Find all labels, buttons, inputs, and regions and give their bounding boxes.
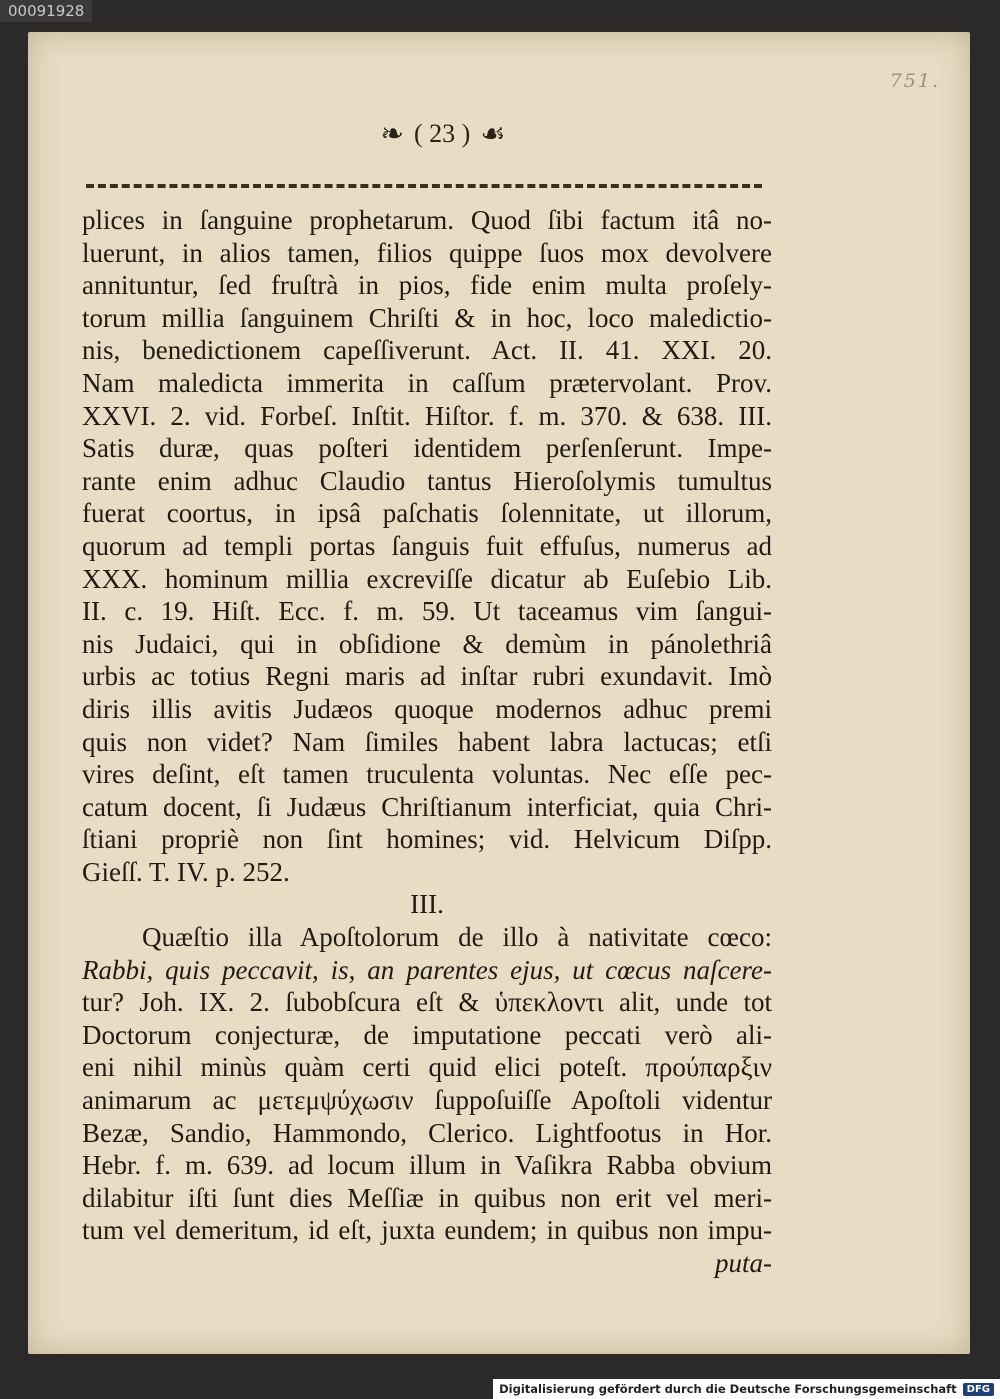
text-line: quis non videt? Nam ſimiles habent labra lactucas; etſi bbox=[82, 726, 772, 757]
text-line: II. c. 19. Hiſt. Ecc. f. m. 59. Ut taceamus vim ſangui- bbox=[82, 596, 772, 627]
text-line: plices in ſanguine prophetarum. Quod ſibi factum itâ no- bbox=[82, 205, 772, 235]
text-line: Bezæ, Sandio, Hammondo, Clerico. Lightfootus in Hor. bbox=[82, 1117, 772, 1148]
scan-id-label: 00091928 bbox=[0, 0, 92, 22]
body-text bbox=[82, 204, 772, 1280]
right-ornament-icon: ☙ bbox=[480, 117, 506, 150]
left-ornament-icon: ❧ bbox=[380, 117, 405, 150]
text-line: Hebr. f. m. 639. ad locum illum in Vaſikra Rabba obvium bbox=[82, 1150, 772, 1181]
text-line: animarum ac μετεμψύχωσιν ſuppoſuiſſe Apoſtoli videntur bbox=[82, 1085, 772, 1116]
text-line: Rabbi, quis peccavit, is, an parentes ejus, ut cœcus naſcere- bbox=[82, 954, 772, 985]
text-line: quorum ad templi portas ſanguis fuit effuſus, numerus ad bbox=[82, 530, 772, 561]
text-line: fuerat coortus, in ipsâ paſchatis ſolennitate, ut illorum, bbox=[82, 498, 772, 529]
running-head bbox=[328, 114, 558, 154]
text-line: XXX. hominum millia excreviſſe dicatur ab Euſebio Lib. bbox=[82, 563, 772, 594]
text-line: annituntur, ſed fruſtrà in pios, fide enim multa proſely- bbox=[82, 270, 772, 301]
text-line: urbis ac totius Regni maris ad inſtar rubri exundavit. Imò bbox=[82, 661, 772, 692]
text-line: Gieſſ. T. IV. p. 252. bbox=[82, 856, 290, 887]
text-line: dilabitur iſti ſunt dies Meſſiæ in quibus non erit vel meri- bbox=[82, 1182, 772, 1213]
dfg-logo-icon: DFG bbox=[963, 1383, 994, 1396]
folio-mark: 751. bbox=[889, 70, 940, 92]
text-line: torum millia ſanguinem Chriſti & in hoc, loco maledictio- bbox=[82, 302, 772, 333]
text-line: tum vel demeritum, id eſt, juxta eundem; in quibus non impu- bbox=[82, 1215, 772, 1246]
text-line: vires deſint, eſt tamen truculenta voluntas. Nec eſſe pec- bbox=[82, 759, 772, 790]
header-rule bbox=[86, 184, 762, 188]
text-line: Nam maledicta immerita in caſſum prætervolant. Prov. bbox=[82, 367, 772, 398]
digitization-footer bbox=[493, 1379, 1000, 1399]
text-line: luerunt, in alios tamen, filios quippe ſuos mox devolvere bbox=[82, 237, 772, 268]
text-line: XXVI. 2. vid. Forbeſ. Inſtit. Hiſtor. f. m. 370. & 638. III. bbox=[82, 400, 772, 431]
section-heading: III. bbox=[410, 889, 444, 920]
text-line: eni nihil minùs quàm certi quid elici poteſt. προύπαρξιν bbox=[82, 1052, 772, 1083]
book-page bbox=[28, 32, 970, 1354]
footer-text: Digitalisierung gefördert durch die Deutsche Forschungsgemeinschaft bbox=[499, 1382, 957, 1396]
text-line: tur? Joh. IX. 2. ſubobſcura eſt & ὑπεκλοντι alit, unde tot bbox=[82, 987, 772, 1018]
page-number: ( 23 ) bbox=[414, 119, 471, 148]
text-line: Doctorum conjecturæ, de imputatione peccati verò ali- bbox=[82, 1019, 772, 1050]
text-line: nis, benedictionem capeſſiverunt. Act. II. 41. XXI. 20. bbox=[82, 335, 772, 366]
text-line: ſtiani propriè non ſint homines; vid. Helvicum Diſpp. bbox=[82, 824, 772, 855]
text-line: Quæſtio illa Apoſtolorum de illo à nativitate cœco: bbox=[142, 922, 772, 953]
catchword: puta- bbox=[715, 1248, 772, 1278]
text-line: catum docent, ſi Judæus Chriſtianum interficiat, quia Chri- bbox=[82, 791, 772, 822]
text-line: diris illis avitis Judæos quoque modernos adhuc premi bbox=[82, 693, 772, 724]
text-line: nis Judaici, qui in obſidione & demùm in pánolethriâ bbox=[82, 628, 772, 659]
text-line: rante enim adhuc Claudio tantus Hieroſolymis tumultus bbox=[82, 465, 772, 496]
text-line: Satis duræ, quas poſteri identidem perſenſerunt. Impe- bbox=[82, 433, 772, 464]
